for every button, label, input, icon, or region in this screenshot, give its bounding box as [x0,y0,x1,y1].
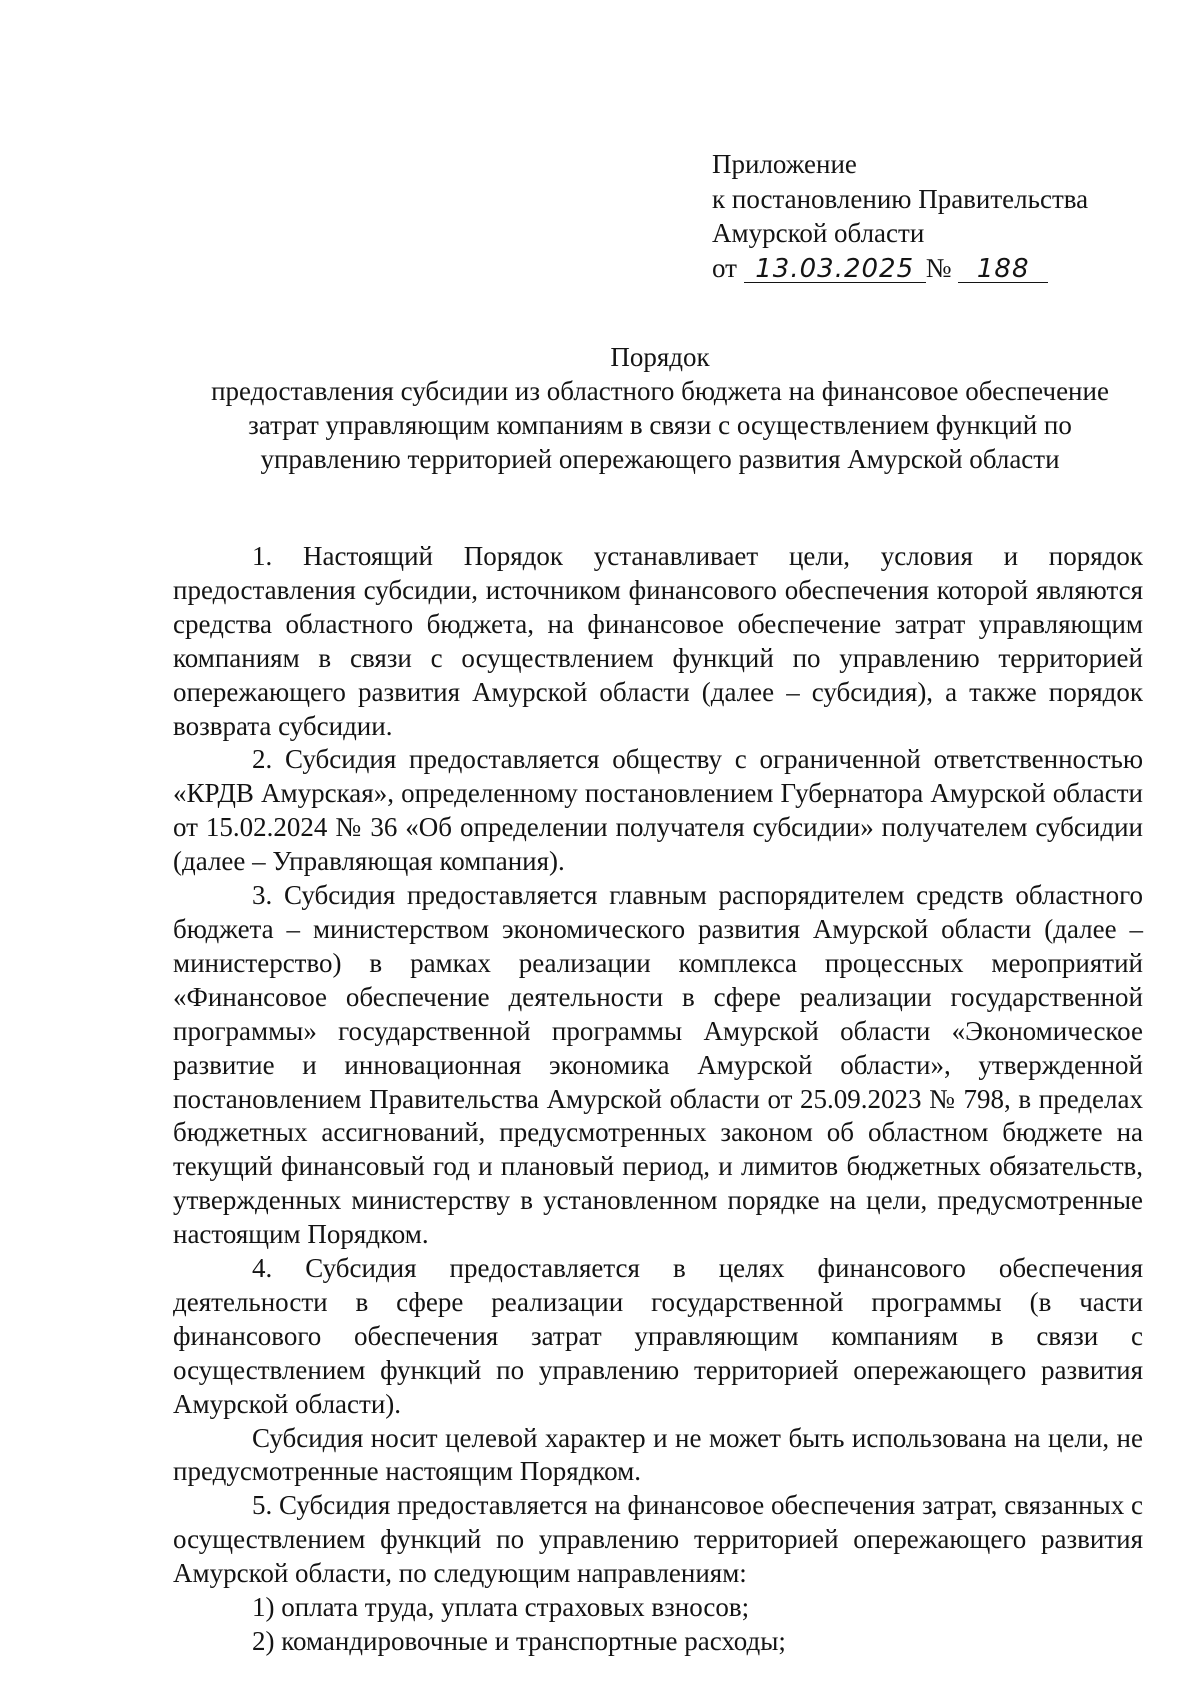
title-line-3: управлению территорией опережающего развития Амурской области [260,444,1060,474]
title-line-1: предоставления субсидии из областного бюджета на финансовое обеспечение [211,376,1109,406]
handwritten-date: 13.03.2025 [744,256,926,283]
list-item-1: 1) оплата труда, уплата страховых взносов; [252,1592,750,1623]
document-title [150,340,1170,476]
date-prefix: от [712,252,737,283]
list-item-2: 2) командировочные и транспортные расходы; [252,1626,786,1656]
appendix-resolution-line: к постановлению Правительства [712,183,1089,214]
appendix-date-line [712,251,1152,286]
title-main: Порядок [610,342,710,372]
paragraph-3: 3. Субсидия предоставляется главным распорядителем средств областного бюджета – министерством экономического развития Амурской области (далее – министерство) в рамках реализации комплекса процессных мероприятий «Финансовое обеспечение деятельности в сфере реализации государственной программы» государственной программы Амурской области «Экономическое развитие и инновационная экономика Амурской области», утвержденной постановлением Правительства Амурской области от 25.09.2023 № 798, в пределах бюджетных ассигнований, предусмотренных законом об областном бюджете на текущий финансовый год и плановый период, и лимитов бюджетных обязательств, утвержденных министерству в установленном порядке на цели, предусмотренные настоящим Порядком. [173,880,1143,1250]
title-line-2: затрат управляющим компаниям в связи с осуществлением функций по [248,410,1072,440]
paragraph-4: 4. Субсидия предоставляется в целях финансового обеспечения деятельности в сфере реализации государственной программы (в части финансового обеспечения затрат управляющим компаниям в связи с осуществлением функций по управлению территорией опережающего развития Амурской области). [173,1253,1143,1419]
appendix-block [712,147,1152,285]
document-body [173,540,1143,1659]
paragraph-4-note: Субсидия носит целевой характер и не может быть использована на цели, не предусмотренные настоящим Порядком. [173,1422,1143,1487]
appendix-region-line: Амурской области [712,218,925,248]
handwritten-number: 188 [958,256,1048,283]
appendix-heading: Приложение [712,149,857,179]
paragraph-2: 2. Субсидия предоставляется обществу с ограниченной ответственностью «КРДВ Амурская», определенному постановлением Губернатора Амурской области от 15.02.2024 № 36 «Об определении получателя субсидии» получателем субсидии (далее – Управляющая компания). [173,744,1143,877]
paragraph-5: 5. Субсидия предоставляется на финансовое обеспечения затрат, связанных с осуществлением функций по управлению территорией опережающего развития Амурской области, по следующим направлениям: [173,1490,1143,1589]
number-sign: № [925,252,952,283]
paragraph-1: 1. Настоящий Порядок устанавливает цели, условия и порядок предоставления субсидии, источником финансового обеспечения которой являются средства областного бюджета, на финансовое обеспечение затрат управляющим компаниям в связи с осуществлением функций по управлению территорией опережающего развития Амурской области (далее – субсидия), а также порядок возврата субсидии. [173,541,1143,741]
